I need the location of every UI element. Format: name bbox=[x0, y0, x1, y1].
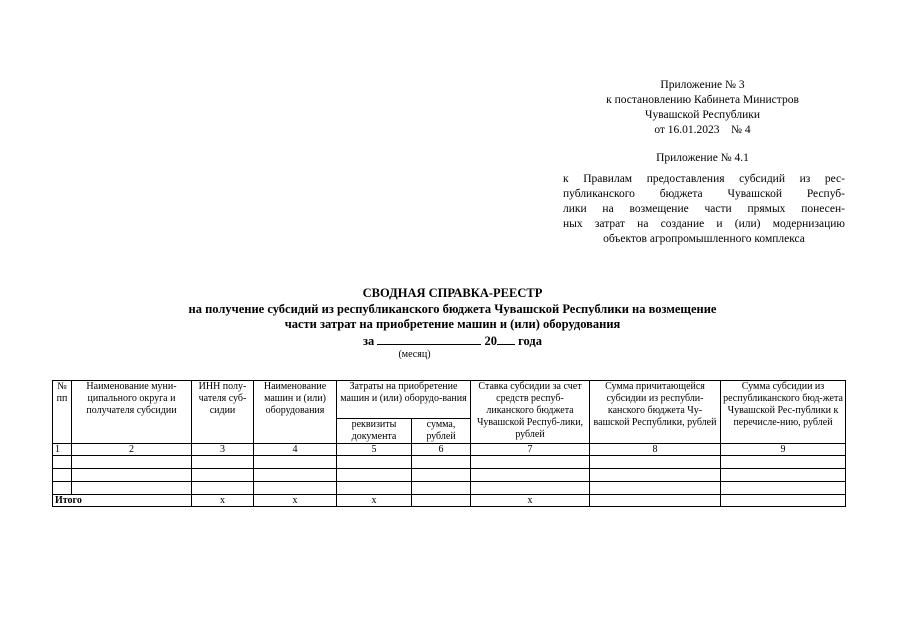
total-equipment: x bbox=[254, 495, 337, 507]
document-title bbox=[40, 286, 865, 333]
table-cell bbox=[412, 456, 471, 469]
column-number: 8 bbox=[590, 444, 721, 456]
reporting-period bbox=[40, 333, 865, 349]
total-row bbox=[53, 495, 846, 507]
column-number: 4 bbox=[254, 444, 337, 456]
table-cell bbox=[721, 456, 846, 469]
total-sum bbox=[412, 495, 471, 507]
period-suffix: года bbox=[518, 334, 542, 348]
table-cell bbox=[590, 456, 721, 469]
header-number: № пп bbox=[53, 381, 72, 444]
header-document-details: реквизиты документа bbox=[337, 419, 412, 444]
header-due-amount: Сумма причитающейся субсидии из республи-канского бюджета Чу-вашской Республики, рублей bbox=[590, 381, 721, 444]
title-subtitle-cont: части затрат на приобретение машин и (или) оборудования bbox=[284, 317, 621, 331]
table-cell bbox=[254, 482, 337, 495]
table-cell bbox=[53, 469, 72, 482]
total-label: Итого bbox=[53, 495, 192, 507]
table-cell bbox=[471, 482, 590, 495]
header-transfer-amount: Сумма субсидии из республиканского бюд-жета Чувашской Рес-публики к перечисле-нию, рублей bbox=[721, 381, 846, 444]
table-cell bbox=[254, 456, 337, 469]
appendix-3-header bbox=[560, 78, 845, 166]
table-cell bbox=[72, 456, 192, 469]
total-document-details: x bbox=[337, 495, 412, 507]
table-cell bbox=[192, 482, 254, 495]
table-cell bbox=[72, 469, 192, 482]
month-hint bbox=[40, 349, 865, 361]
year-blank bbox=[497, 333, 515, 345]
column-numbers-row bbox=[53, 444, 846, 456]
month-hint-label: (месяц) bbox=[398, 349, 431, 360]
period-prefix: за bbox=[363, 334, 375, 348]
header-rate: Ставка субсидии за счет средств респуб-ликанского бюджета Чувашской Респуб-лики, рублей bbox=[471, 381, 590, 444]
column-number: 9 bbox=[721, 444, 846, 456]
table-cell bbox=[337, 469, 412, 482]
total-inn: x bbox=[192, 495, 254, 507]
header-inn: ИНН полу-чателя суб-сидии bbox=[192, 381, 254, 444]
table-cell bbox=[337, 482, 412, 495]
table-cell bbox=[412, 469, 471, 482]
table-row bbox=[53, 469, 846, 482]
column-number: 5 bbox=[337, 444, 412, 456]
rules-line: к Правилам предоставления субсидий из рес- bbox=[563, 173, 845, 185]
table-cell bbox=[337, 456, 412, 469]
appendix-3-republic: Чувашской Республики bbox=[644, 109, 761, 121]
table-cell bbox=[412, 482, 471, 495]
table-cell bbox=[72, 482, 192, 495]
column-number: 6 bbox=[412, 444, 471, 456]
header-equipment: Наименование машин и (или) оборудования bbox=[254, 381, 337, 444]
header-costs: Затраты на приобретение машин и (или) оборудо-вания bbox=[337, 381, 471, 419]
table-cell bbox=[254, 469, 337, 482]
rules-line: лики на возмещение части прямых понесен- bbox=[563, 203, 845, 215]
table-row bbox=[53, 456, 846, 469]
table-cell bbox=[192, 469, 254, 482]
registry-table bbox=[52, 380, 846, 507]
appendix-3-title: Приложение № 3 bbox=[660, 79, 745, 91]
year-prefix: 20 bbox=[484, 334, 498, 348]
column-number: 3 bbox=[192, 444, 254, 456]
rules-line: объектов агропромышленного комплекса bbox=[603, 233, 805, 245]
appendix-4-1-title: Приложение № 4.1 bbox=[656, 152, 749, 164]
table-cell bbox=[721, 469, 846, 482]
rules-line: публиканского бюджета Чувашской Респуб- bbox=[563, 188, 845, 200]
header-recipient: Наименование муни-ципального округа и получателя субсидии bbox=[72, 381, 192, 444]
month-blank bbox=[377, 333, 481, 345]
header-sum: сумма, рублей bbox=[412, 419, 471, 444]
rules-line: ных затрат на создание и (или) модернизацию bbox=[563, 218, 845, 230]
title-main: СВОДНАЯ СПРАВКА-РЕЕСТР bbox=[362, 286, 543, 300]
total-rate: x bbox=[471, 495, 590, 507]
table-cell bbox=[53, 482, 72, 495]
table-cell bbox=[471, 456, 590, 469]
table-cell bbox=[471, 469, 590, 482]
title-subtitle: на получение субсидий из республиканского бюджета Чувашской Республики на возмещение bbox=[188, 301, 717, 316]
appendix-4-1-rules bbox=[563, 172, 845, 247]
total-due-amount bbox=[590, 495, 721, 507]
table-cell bbox=[192, 456, 254, 469]
table-cell bbox=[590, 469, 721, 482]
total-transfer-amount bbox=[721, 495, 846, 507]
column-number: 7 bbox=[471, 444, 590, 456]
table-cell bbox=[53, 456, 72, 469]
column-number: 2 bbox=[72, 444, 192, 456]
appendix-3-date: от 16.01.2023 № 4 bbox=[654, 124, 751, 136]
table-row bbox=[53, 482, 846, 495]
table-cell bbox=[590, 482, 721, 495]
appendix-3-resolution: к постановлению Кабинета Министров bbox=[606, 94, 799, 106]
column-number: 1 bbox=[53, 444, 72, 456]
table-cell bbox=[721, 482, 846, 495]
